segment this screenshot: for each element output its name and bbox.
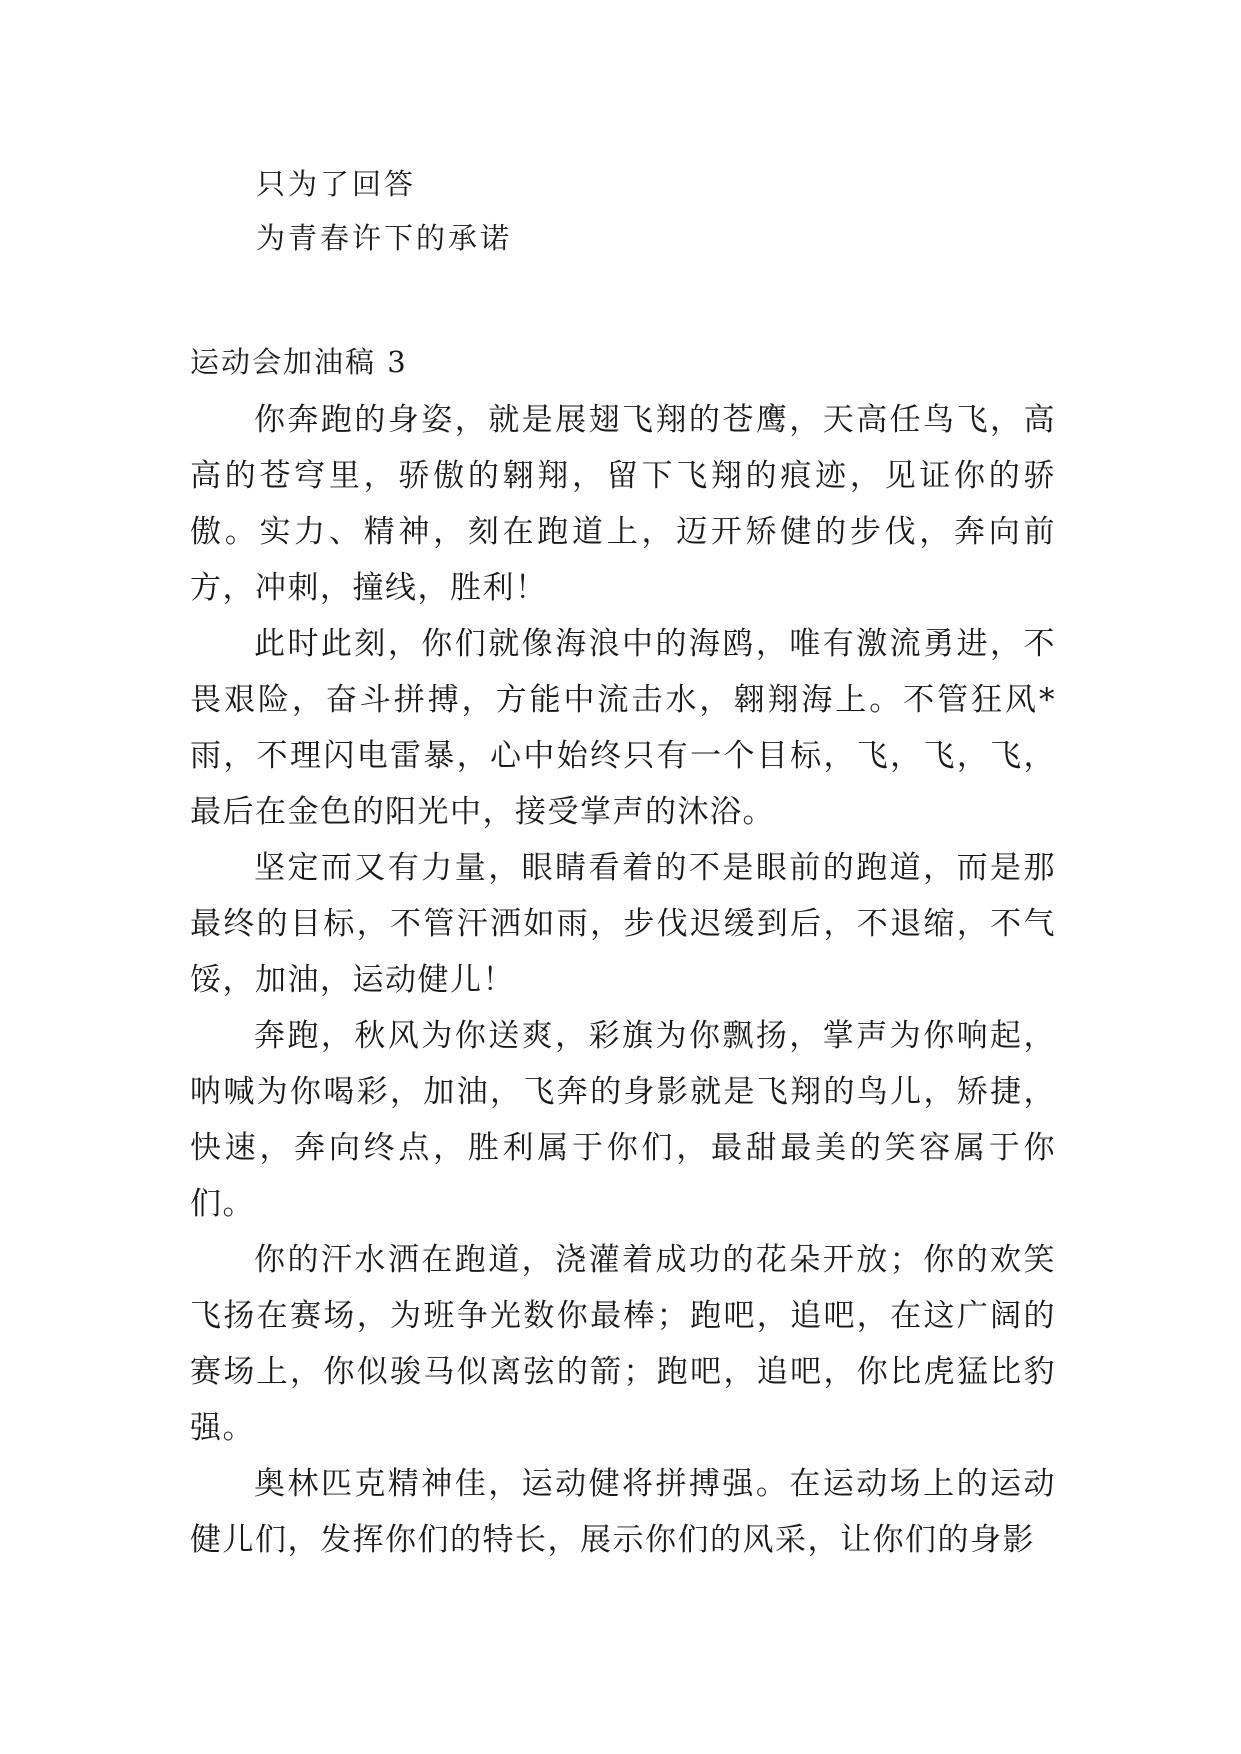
section-body: [190, 392, 1056, 1568]
poem-line-2: 为青春许下的承诺: [256, 221, 513, 255]
poem-line-1: 只为了回答: [256, 167, 417, 201]
paragraph: 奥林匹克精神佳，运动健将拼搏强。在运动场上的运动健儿们，发挥你们的特长，展示你们的风采，让你们的身影: [190, 1466, 1056, 1558]
paragraph: 你的汗水洒在跑道，浇灌着成功的花朵开放；你的欢笑飞扬在赛场，为班争光数你最棒；跑吧，追吧，在这广阔的赛场上，你似骏马似离弦的箭；跑吧，追吧，你比虎猛比豹强。: [190, 1242, 1056, 1446]
paragraph: 奔跑，秋风为你送爽，彩旗为你飘扬，掌声为你响起，呐喊为你喝彩，加油，飞奔的身影就是飞翔的鸟儿，矫捷，快速，奔向终点，胜利属于你们，最甜最美的笑容属于你们。: [190, 1018, 1056, 1222]
section-title: 运动会加油稿 3: [190, 345, 408, 379]
paragraph: 坚定而又有力量，眼睛看着的不是眼前的跑道，而是那最终的目标，不管汗洒如雨，步伐迟缓到后，不退缩，不气馁，加油，运动健儿！: [190, 850, 1056, 998]
paragraph: 此时此刻，你们就像海浪中的海鸥，唯有激流勇进，不畏艰险，奋斗拼搏，方能中流击水，翱翔海上。不管狂风*雨，不理闪电雷暴，心中始终只有一个目标，飞，飞，飞，最后在金色的阳光中，接受掌声的沐浴。: [190, 626, 1056, 830]
paragraph: 你奔跑的身姿，就是展翅飞翔的苍鹰，天高任鸟飞，高高的苍穹里，骄傲的翱翔，留下飞翔的痕迹，见证你的骄傲。实力、精神，刻在跑道上，迈开矫健的步伐，奔向前方，冲刺，撞线，胜利！: [190, 402, 1056, 606]
